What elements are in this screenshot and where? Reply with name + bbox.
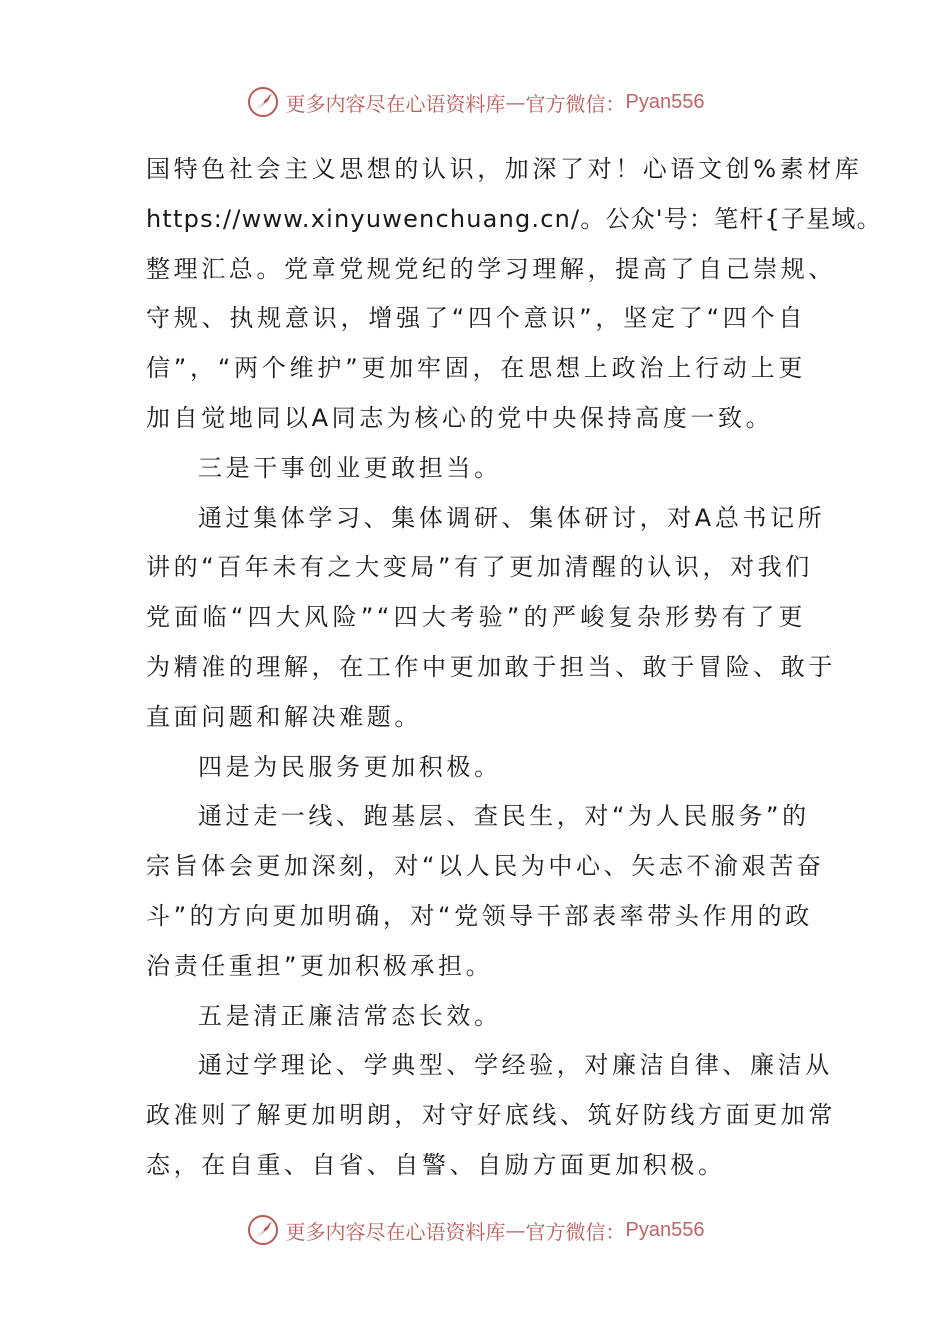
quill-pen-circle-icon [246, 85, 280, 119]
paragraph-line: 直面问题和解决难题。 [146, 702, 422, 731]
watermark-wechat-label: 官方微信： [525, 1219, 626, 1244]
watermark-text: 更多内容尽在心语资料库 [285, 91, 506, 116]
paragraph-line: 斗”的方向更加明确，对“党领导干部表率带头作用的政 [146, 901, 813, 930]
quill-pen-circle-icon [246, 1213, 280, 1247]
paragraph-line: 党面临“四大风险”“四大考验”的严峻复杂形势有了更 [146, 603, 806, 632]
paragraph-line: 国特色社会主义思想的认识，加深了对！心语文创%素材库 [146, 155, 863, 183]
document-body [146, 145, 882, 1191]
footer-watermark [0, 1210, 950, 1250]
watermark-text: 更多内容尽在心语资料库 [285, 1219, 506, 1244]
section-heading: 五是清正廉洁常态长效。 [198, 1001, 502, 1030]
paragraph-line: 为精准的理解，在工作中更加敢于担当、敢于冒险、敢于 [146, 652, 836, 681]
paragraph-line: 通过走一线、跑基层、查民生，对“为人民服务”的 [198, 802, 810, 831]
paragraph-line: 加自觉地同以A同志为核心的党中央保持高度一致。 [146, 403, 774, 432]
paragraph-line: 信”，“两个维护”更加牢固，在思想上政治上行动上更 [146, 354, 806, 383]
watermark-wechat-label: 官方微信： [525, 91, 626, 116]
paragraph-line: https://www.xinyuwenchuang.cn/。公众'号：笔杆{子星域。 [146, 204, 882, 233]
paragraph-line: 宗旨体会更加深刻，对“以人民为中心、矢志不渝艰苦奋 [146, 852, 825, 881]
section-heading: 三是干事创业更敢担当。 [198, 453, 502, 482]
paragraph-line: 整理汇总。党章党规党纪的学习理解，提高了自己崇规、 [146, 254, 836, 283]
paragraph-line: 态，在自重、自省、自警、自励方面更加积极。 [146, 1150, 726, 1179]
paragraph-line: 政准则了解更加明朗，对守好底线、筑好防线方面更加常 [146, 1101, 836, 1130]
paragraph-line: 守规、执规意识，增强了“四个意识”，坚定了“四个自 [146, 304, 806, 333]
paragraph-line: 通过集体学习、集体调研、集体研讨，对A总书记所 [198, 503, 826, 532]
watermark-dash: — [505, 90, 526, 114]
paragraph-line: 讲的“百年未有之大变局”有了更加清醒的认识，对我们 [146, 553, 813, 582]
paragraph-line: 治责任重担”更加积极承担。 [146, 951, 494, 980]
section-heading: 四是为民服务更加积极。 [198, 752, 502, 781]
header-watermark [0, 82, 950, 122]
paragraph-line: 通过学理论、学典型、学经验，对廉洁自律、廉洁从 [198, 1051, 833, 1080]
watermark-wechat-id: Pyan556 [625, 90, 705, 113]
watermark-wechat-id: Pyan556 [625, 1218, 705, 1241]
watermark-dash: — [505, 1218, 526, 1242]
